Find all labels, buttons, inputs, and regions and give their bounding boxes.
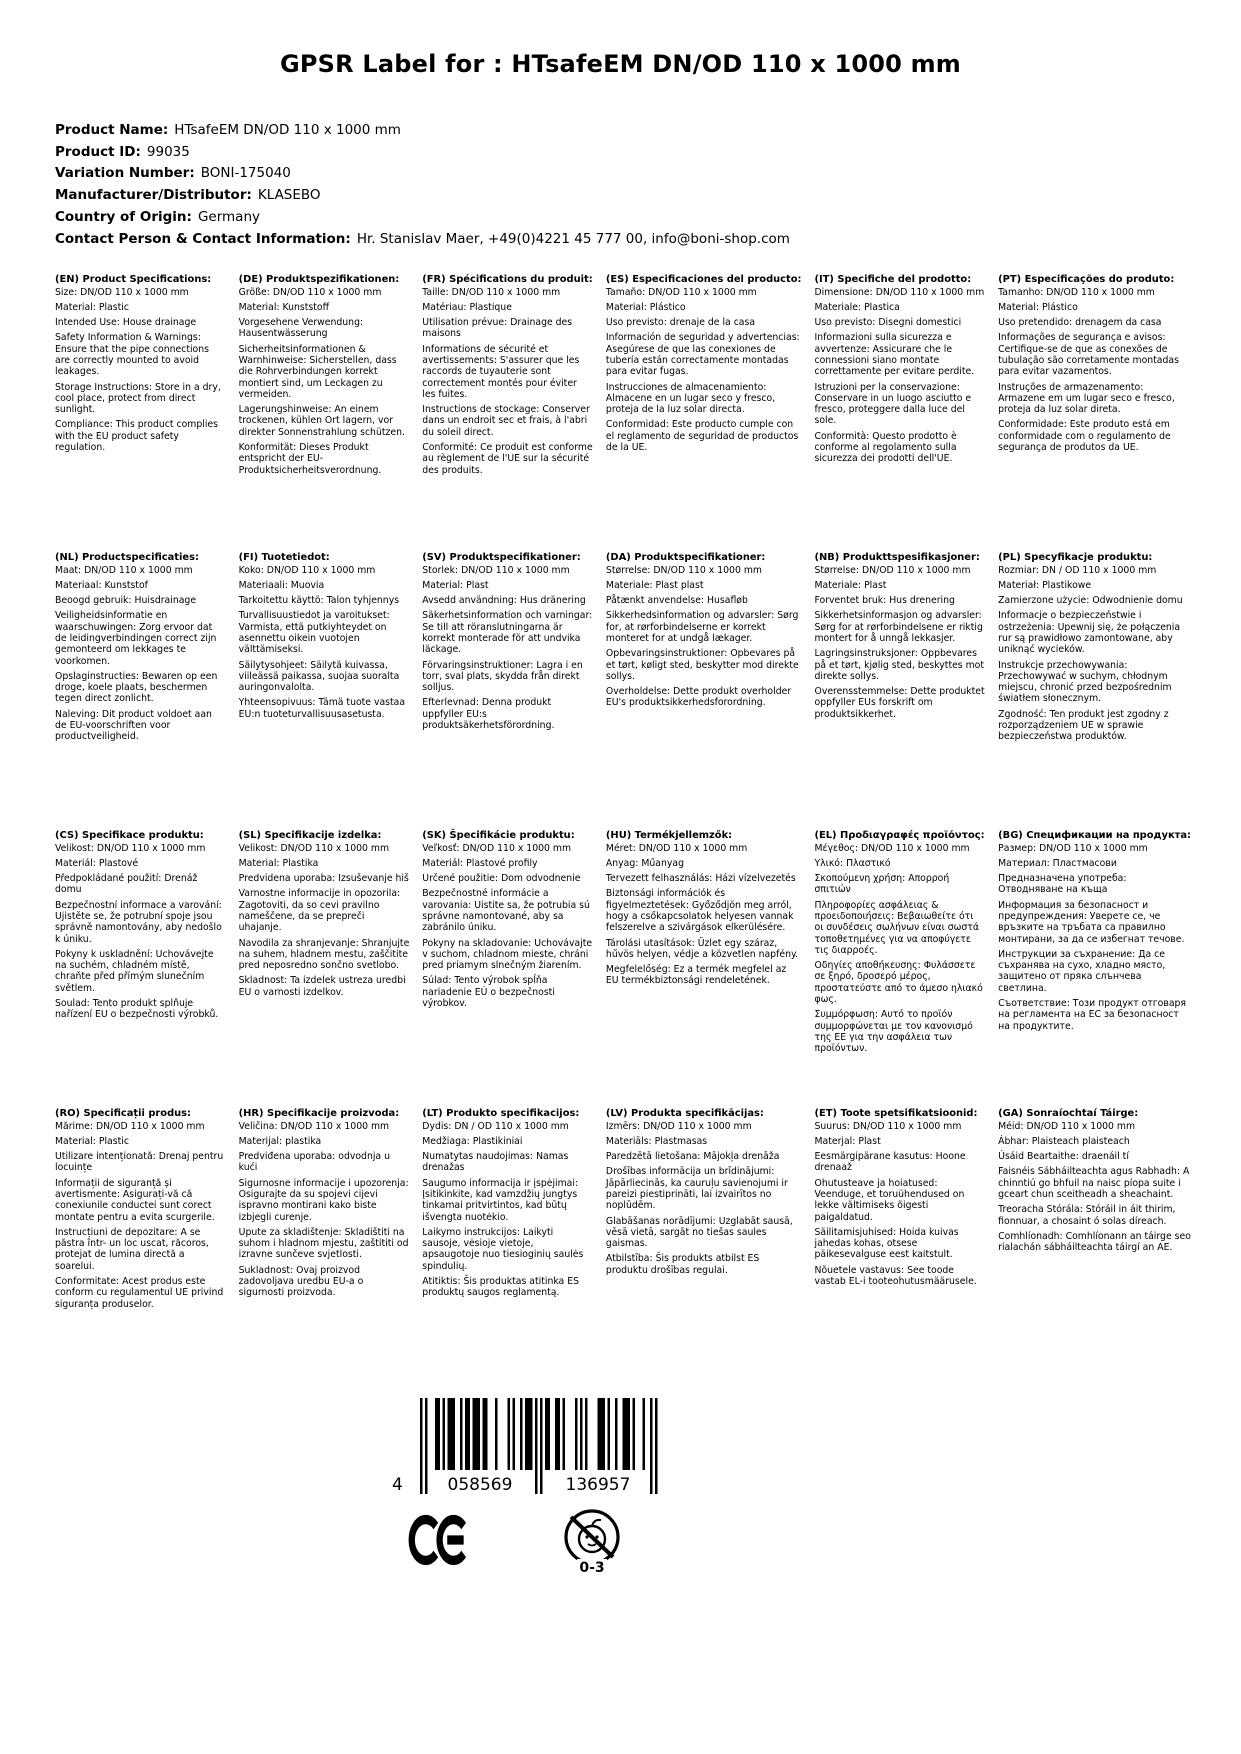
spec-paragraph: Faisnéis Sábháilteachta agus Rabhadh: A chinntiú go bhfuil na naisc píopa suite i gceart chun sceitheadh a sheachaint. [998, 1166, 1190, 1200]
product-name-label: Product Name: [55, 122, 169, 138]
spec-block-heading: (GA) Sonraíochtaí Táirge: [998, 1108, 1139, 1120]
spec-paragraph: Matériau: Plastique [422, 301, 512, 313]
spec-paragraph: Utilizare intenționată: Drenaj pentru locuințe [55, 1151, 224, 1174]
spec-paragraph: Materijal: plastika [238, 1135, 322, 1147]
spec-paragraph: Méret: DN/OD 110 x 1000 mm [605, 842, 748, 854]
spec-paragraph: Safety Information & Warnings: Ensure that the pipe connections are correctly mounted to avoid leakages. [55, 332, 209, 378]
spec-block-heading: (LT) Produkto specifikacijos: [422, 1108, 580, 1120]
spec-paragraph: Förvaringsinstruktioner: Lagra i en torr, sval plats, skydda från direkt solljus. [422, 659, 583, 694]
spec-paragraph: Určené použitie: Dom odvodnenie [422, 873, 581, 885]
spec-block-body [239, 1121, 410, 1299]
spec-block-body [998, 843, 1191, 1032]
spec-paragraph: Material: Plástico [605, 301, 686, 313]
spec-paragraph: Compliance: This product complies with the EU product safety regulation. [55, 419, 218, 454]
spec-paragraph: Material: Kunststoff [238, 301, 329, 313]
spec-paragraph: Forventet bruk: Hus drenering [814, 595, 955, 607]
spec-block-body [239, 287, 410, 476]
spec-paragraph: Οδηγίες αποθήκευσης: Φυλάσσετε σε ξηρό, δροσερό μέρος, προστατεύστε από το άμεσο ηλιακό φως. [814, 960, 983, 1006]
spec-block-body [55, 287, 226, 454]
spec-paragraph: Veľkosť: DN/OD 110 x 1000 mm [422, 842, 572, 854]
spec-paragraph: Saugumo informacija ir įspėjimai: Įsitikinkite, kad vamzdžių jungtys tinkamai pritvirtintos, kad būtų išvengta nuotėkio. [422, 1177, 579, 1223]
spec-paragraph: Opslaginstructies: Bewaren op een droge, koele plaats, beschermen tegen direct zonlicht. [55, 670, 218, 705]
spec-paragraph: Uso pretendido: drenagem da casa [998, 317, 1162, 329]
spec-paragraph: Beoogd gebruik: Huisdrainage [55, 595, 197, 607]
spec-paragraph: Numatytas naudojimas: Namas drenažas [422, 1151, 569, 1174]
spec-paragraph: Materiaali: Muovia [238, 579, 325, 591]
spec-block [998, 1108, 1191, 1386]
spec-paragraph: Conformidade: Este produto está em conformidade com o regulamento de segurança de produtos da UE. [998, 419, 1171, 454]
spec-block-heading: (CS) Specifikace produktu: [55, 830, 204, 842]
spec-block [606, 1108, 802, 1386]
contact-line [55, 229, 1241, 251]
spec-paragraph: Υλικό: Πλαστικό [814, 857, 891, 869]
spec-paragraph: Efterlevnad: Denna produkt uppfyller EU:s produktsäkerhetsförordning. [422, 697, 555, 732]
spec-block-body [55, 843, 226, 1021]
spec-paragraph: Méid: DN/OD 110 x 1000 mm [998, 1120, 1136, 1132]
spec-block [239, 830, 410, 1108]
spec-paragraph: Información de seguridad y advertencias: Asegúrese de que las conexiones de tubería están correctamente montadas para evitar fugas. [605, 332, 800, 378]
spec-paragraph: Tamaño: DN/OD 110 x 1000 mm [605, 286, 757, 298]
spec-paragraph: Uso previsto: Disegni domestici [814, 317, 962, 329]
spec-paragraph: Navodila za shranjevanje: Shranjujte na suhem, hladnem mestu, zaščitite pred neposredno sončno svetlobo. [238, 937, 410, 972]
spec-paragraph: Materiale: Plastica [814, 301, 900, 313]
spec-paragraph: Predviđena uporaba: odvodnja u kući [238, 1151, 390, 1174]
spec-block [998, 274, 1191, 552]
country-of-origin-value: Germany [197, 208, 260, 225]
product-name-line [55, 120, 1241, 142]
spec-paragraph: Materiaal: Kunststof [55, 579, 148, 591]
spec-paragraph: Velikost: DN/OD 110 x 1000 mm [55, 842, 206, 854]
spec-block-body [606, 565, 802, 709]
spec-block-heading: (ET) Toote spetsifikatsioonid: [814, 1108, 978, 1120]
product-id-value: 99035 [146, 143, 190, 160]
spec-paragraph: Materiál: Plastové profily [422, 857, 538, 869]
spec-paragraph: Größe: DN/OD 110 x 1000 mm [238, 286, 382, 298]
spec-paragraph: Sigurnosne informacije i upozorenja: Osigurajte da su spojevi cijevi ispravno montirani kako biste izbjegli curenje. [238, 1177, 409, 1223]
spec-paragraph: Ábhar: Plaisteach plaisteach [998, 1135, 1130, 1147]
spec-paragraph: Материал: Пластмасови [998, 857, 1117, 869]
spec-paragraph: Rozmiar: DN / OD 110 x 1000 mm [998, 564, 1157, 576]
spec-block [606, 830, 802, 1108]
spec-block [606, 274, 802, 552]
spec-block-heading: (SL) Specifikacije izdelka: [238, 830, 382, 842]
spec-paragraph: Instrukcje przechowywania: Przechowywać w suchym, chłodnym miejscu, chronić przed bezpośrednim światłem słonecznym. [998, 659, 1172, 705]
spec-paragraph: Conformité: Ce produit est conforme au règlement de l'UE sur la sécurité des produits. [422, 442, 593, 476]
spec-block-body [422, 287, 593, 476]
spec-block [422, 274, 593, 552]
spec-paragraph: Tarkoitettu käyttö: Talon tyhjennys [238, 595, 400, 607]
spec-paragraph: Upute za skladištenje: Skladištiti na suhom i hladnom mjestu, zaštititi od izravne sunčeve svjetlosti. [238, 1226, 409, 1261]
spec-paragraph: Turvallisuustiedot ja varoitukset: Varmista, että putkiyhteydet on asennettu oikein vuotojen välttämiseksi. [238, 610, 390, 656]
product-id-label: Product ID: [55, 143, 141, 160]
spec-paragraph: Material: Plástico [998, 301, 1078, 313]
spec-paragraph: Sicherheitsinformationen & Warnhinweise: Sicherstellen, dass die Rohrverbindungen korrekt montiert sind, um Leckagen zu vermeiden. [238, 343, 397, 400]
spec-block-body [239, 565, 410, 721]
spec-block-body [606, 287, 802, 454]
spec-block [239, 1108, 410, 1386]
spec-paragraph: Σκοπούμενη χρήση: Απορροή σπιτιών [814, 873, 950, 896]
product-info [55, 120, 1241, 250]
spec-paragraph: Materiāls: Plastmasas [605, 1135, 708, 1147]
spec-paragraph: Sukladnost: Ovaj proizvod zadovoljava uredbu EU-a o sigurnosti proizvoda. [238, 1264, 364, 1299]
spec-block-heading: (EN) Product Specifications: [55, 274, 212, 286]
spec-block-heading: (FI) Tuotetiedot: [238, 552, 330, 564]
spec-paragraph: Tervezett felhasználás: Házi vízelvezetés [605, 873, 796, 885]
spec-paragraph: Conformitate: Acest produs este conform cu regulamentul UE privind siguranța produselor. [55, 1276, 224, 1310]
spec-paragraph: Sikkerhetsinformasjon og advarsler: Sørg for at rørforbindelsene er riktig montert for å unngå lekkasjer. [814, 610, 983, 644]
contact-value: Hr. Stanislav Maer, +49(0)4221 45 777 00, info@boni-shop.com [356, 230, 790, 247]
spec-paragraph: Veiligheidsinformatie en waarschuwingen: Zorg ervoor dat de leidingverbindingen correct zijn gemonteerd om lekkages te voorkomen. [55, 610, 217, 667]
spec-paragraph: Vorgesehene Verwendung: Hausentwässerung [238, 317, 364, 340]
spec-paragraph: Předpokládané použití: Drenáž domu [55, 873, 198, 896]
spec-paragraph: Dimensione: DN/OD 110 x 1000 mm [814, 286, 985, 298]
variation-number-line [55, 163, 1241, 185]
spec-paragraph: Информация за безопасност и предупреждения: Уверете се, че връзките на тръбата са правилно монтирани, за да се избегнат течове. [998, 899, 1185, 945]
ce-mark-icon [408, 1514, 470, 1566]
spec-paragraph: Säkerhetsinformation och varningar: Se till att röranslutningarna är korrekt monterade för att undvika läckage. [422, 610, 593, 656]
spec-block-body [815, 287, 986, 465]
spec-block-heading: (IT) Specifiche del prodotto: [814, 274, 972, 286]
spec-paragraph: Avsedd användning: Hus dränering [422, 595, 586, 607]
spec-paragraph: Material: Plastika [238, 857, 319, 869]
spec-paragraph: Overensstemmelse: Dette produktet oppfyller EUs forskrift om produktsikkerhet. [814, 686, 985, 720]
spec-block-body [998, 565, 1191, 743]
spec-paragraph: Storlek: DN/OD 110 x 1000 mm [422, 564, 570, 576]
spec-paragraph: Съответствие: Този продукт отговаря на регламента на ЕС за безопасност на продуктите. [998, 998, 1187, 1032]
spec-paragraph: Pokyny na skladovanie: Uchovávajte v suchom, chladnom mieste, chráni pred priamym slnečným žiarením. [422, 937, 593, 972]
spec-paragraph: Maat: DN/OD 110 x 1000 mm [55, 564, 193, 576]
barcode [390, 1398, 690, 1498]
country-of-origin-label: Country of Origin: [55, 208, 192, 225]
spec-block-body [815, 1121, 986, 1288]
spec-paragraph: Размер: DN/OD 110 x 1000 mm [998, 842, 1148, 854]
spec-block-body [998, 287, 1191, 454]
spec-paragraph: Utilisation prévue: Drainage des maisons [422, 317, 573, 340]
spec-paragraph: Ohutusteave ja hoiatused: Veenduge, et toruühendused on lekke vältimiseks õigesti paigaldatud. [814, 1177, 965, 1223]
spec-block-body [422, 1121, 593, 1299]
spec-block-heading: (DE) Produktspezifikationen: [238, 274, 400, 286]
spec-paragraph: Anyag: Műanyag [605, 857, 684, 869]
spec-paragraph: Instrucciones de almacenamiento: Almacene en un lugar seco y fresco, proteja de la luz solar directa. [605, 381, 776, 416]
manufacturer-value: KLASEBO [257, 187, 321, 204]
spec-block-heading: (HR) Specifikacije proizvoda: [238, 1108, 400, 1120]
spec-paragraph: Mărime: DN/OD 110 x 1000 mm [55, 1120, 205, 1132]
spec-block-heading: (SK) Špecifikácie produktu: [422, 830, 575, 842]
spec-paragraph: Eesmärgipärane kasutus: Hoone drenaaž [814, 1151, 966, 1174]
page-title: GPSR Label for : HTsafeEM DN/OD 110 x 1000 mm [279, 50, 962, 78]
spec-block-heading: (EL) Προδιαγραφές προϊόντος: [814, 830, 985, 842]
marks-row [390, 1514, 690, 1582]
spec-paragraph: Drošības informācija un brīdinājumi: Jāpārliecinās, ka cauruļu savienojumi ir pareizi piestiprināti, lai izvairītos no noplūdēm. [605, 1166, 788, 1212]
spec-block [55, 1108, 226, 1386]
manufacturer-label: Manufacturer/Distributor: [55, 187, 252, 204]
spec-paragraph: Størrelse: DN/OD 110 x 1000 mm [814, 564, 971, 576]
spec-paragraph: Glabāšanas norādījumi: Uzglabāt sausā, vēsā vietā, sargāt no tiešas saules gaismas. [605, 1215, 793, 1250]
spec-paragraph: Uso previsto: drenaje de la casa [605, 317, 756, 329]
spec-paragraph: Medžiaga: Plastikiniai [422, 1135, 523, 1147]
spec-paragraph: Material: Plastic [55, 1135, 129, 1147]
spec-paragraph: Tamanho: DN/OD 110 x 1000 mm [998, 286, 1155, 298]
spec-block-body [55, 1121, 226, 1310]
spec-block-heading: (NL) Productspecificaties: [55, 552, 199, 564]
spec-paragraph: Storage Instructions: Store in a dry, cool place, protect from direct sunlight. [55, 381, 221, 416]
spec-paragraph: Opbevaringsinstruktioner: Opbevares på et tørt, køligt sted, beskytter mod direkte sollys. [605, 648, 799, 682]
spec-paragraph: Materiale: Plast [814, 579, 887, 591]
spec-paragraph: Soulad: Tento produkt splňuje nařízení EU o bezpečnosti výrobků. [55, 998, 219, 1021]
spec-paragraph: Comhlíonadh: Comhlíonann an táirge seo rialachán sábháilteachta táirgí an AE. [998, 1230, 1191, 1254]
spec-paragraph: Treoracha Stórála: Stóráil in áit thirim, fionnuar, a chosaint ó solas díreach. [998, 1204, 1176, 1227]
spec-block-body [998, 1121, 1191, 1254]
barcode-group1: 058569 [428, 1475, 532, 1495]
spec-block [422, 1108, 593, 1386]
barcode-lead-digit: 4 [392, 1475, 403, 1496]
spec-block-body [239, 843, 410, 999]
spec-paragraph: Säilytysohjeet: Säilytä kuivassa, viileässä paikassa, suojaa suoralta auringonvalolta. [238, 659, 400, 694]
spec-paragraph: Μέγεθος: DN/OD 110 x 1000 mm [814, 842, 970, 854]
spec-block-heading: (ES) Especificaciones del producto: [605, 274, 802, 286]
spec-paragraph: Lagerungshinweise: An einem trockenen, kühlen Ort lagern, vor direkter Sonnenstrahlung schützen. [238, 404, 405, 438]
spec-paragraph: Yhteensopivuus: Tämä tuote vastaa EU:n tuoteturvallisuusasetusta. [238, 697, 406, 720]
spec-paragraph: Informations de sécurité et avertissements: S'assurer que les raccords de tuyauterie sont correctement montés pour éviter les fuites. [422, 343, 580, 400]
spec-paragraph: Materjal: Plast [814, 1135, 881, 1147]
product-name-value: HTsafeEM DN/OD 110 x 1000 mm [174, 122, 401, 138]
spec-paragraph: Sikkerhedsinformation og advarsler: Sørg for, at rørforbindelserne er korrekt monteret for at undgå lækager. [605, 610, 799, 644]
spec-paragraph: Påtænkt anvendelse: Husafløb [605, 595, 748, 607]
spec-paragraph: Instruções de armazenamento: Armazene em um lugar seco e fresco, proteja da luz solar direta. [998, 381, 1175, 416]
spec-paragraph: Atbilstība: Šis produkts atbilst ES produktu drošības regulai. [605, 1253, 760, 1276]
spec-paragraph: Atitiktis: Šis produktas atitinka ES produktų saugos reglamentą. [422, 1276, 579, 1299]
spec-block-heading: (DA) Produktspecifikationer: [605, 552, 766, 564]
spec-block-heading: (NB) Produkttspesifikasjoner: [814, 552, 980, 564]
spec-block-heading: (FR) Spécifications du produit: [422, 274, 593, 286]
spec-paragraph: Предназначена употреба: Отводняване на къща [998, 873, 1127, 896]
spec-paragraph: Overholdelse: Dette produkt overholder EU's produktsikkerhedsforordning. [605, 686, 792, 709]
spec-block [239, 274, 410, 552]
spec-paragraph: Taille: DN/OD 110 x 1000 mm [422, 286, 561, 298]
spec-block-body [815, 843, 986, 1055]
spec-paragraph: Säilitamisjuhised: Hoida kuivas jahedas kohas, otsese päikesevalguse eest kaitstult. [814, 1226, 959, 1261]
spec-block [815, 552, 986, 830]
variation-number-label: Variation Number: [55, 165, 195, 182]
spec-paragraph: Zgodność: Ten produkt jest zgodny z rozporządzeniem UE w sprawie bezpieczeństwa produktów. [998, 708, 1169, 743]
spec-paragraph: Suurus: DN/OD 110 x 1000 mm [814, 1120, 962, 1132]
spec-block-body [606, 843, 802, 987]
variation-number-value: BONI-175040 [200, 165, 291, 182]
spec-block [815, 274, 986, 552]
spec-paragraph: Velikost: DN/OD 110 x 1000 mm [238, 842, 390, 854]
spec-paragraph: Paredzētā lietošana: Mājokļa drenāža [605, 1151, 780, 1163]
country-of-origin-line [55, 207, 1241, 229]
spec-paragraph: Súlad: Tento výrobok spĺňa nariadenie EÚ o bezpečnosti výrobkov. [422, 975, 555, 1010]
spec-paragraph: Инструкции за съхранение: Да се съхранява на сухо, хладно място, защитено от пряка слънчева светлина. [998, 948, 1166, 994]
spec-paragraph: Nõuetele vastavus: See toode vastab EL-i tooteohutusmäärusele. [814, 1264, 977, 1288]
spec-paragraph: Instrucțiuni de depozitare: A se păstra într- un loc uscat, răcoros, protejat de lumina directă a soarelui. [55, 1226, 209, 1272]
spec-paragraph: Informazioni sulla sicurezza e avvertenze: Assicurare che le connessioni siano montate correttamente per evitare perdite. [814, 332, 975, 378]
spec-paragraph: Laikymo instrukcijos: Laikyti sausoje, vėsioje vietoje, apsaugotoje nuo tiesioginių saulės spindulių. [422, 1226, 584, 1272]
spec-paragraph: Izmērs: DN/OD 110 x 1000 mm [605, 1120, 752, 1132]
spec-paragraph: Dydis: DN / OD 110 x 1000 mm [422, 1120, 569, 1132]
age-warning-0-3-icon [556, 1506, 628, 1582]
spec-paragraph: Informacje o bezpieczeństwie i ostrzeżenia: Upewnij się, że połączenia rur są prawidłowo zamontowane, aby uniknąć wycieków. [998, 610, 1181, 656]
spec-paragraph: Materiál: Plastové [55, 857, 139, 869]
spec-paragraph: Materiał: Plastikowe [998, 579, 1092, 591]
spec-paragraph: Størrelse: DN/OD 110 x 1000 mm [605, 564, 762, 576]
spec-block-body [422, 565, 593, 732]
spec-block [815, 830, 986, 1108]
spec-paragraph: Materiale: Plast plast [605, 579, 704, 591]
spec-block-heading: (PL) Specyfikacje produktu: [998, 552, 1153, 564]
spec-block [998, 552, 1191, 830]
spec-block [606, 552, 802, 830]
spec-block [422, 830, 593, 1108]
spec-block [998, 830, 1191, 1108]
spec-paragraph: Naleving: Dit product voldoet aan de EU-voorschriften voor productveiligheid. [55, 708, 212, 743]
spec-paragraph: Πληροφορίες ασφάλειας & προειδοποιήσεις: Βεβαιωθείτε ότι οι συνδέσεις σωλήνων είναι σωστά τοποθετημένες για να αποφύγετε τις διαρροές. [814, 899, 980, 956]
spec-paragraph: Instructions de stockage: Conserver dans un endroit sec et frais, à l'abri du soleil direct. [422, 404, 590, 438]
spec-paragraph: Istruzioni per la conservazione: Conservare in un luogo asciutto e fresco, proteggere dalla luce del sole. [814, 381, 972, 427]
spec-block-heading: (SV) Produktspecifikationer: [422, 552, 581, 564]
spec-block-heading: (PT) Especificações do produto: [998, 274, 1175, 286]
spec-block-heading: (BG) Спецификации на продукта: [998, 830, 1191, 842]
spec-block-body [606, 1121, 802, 1277]
spec-paragraph: Konformität: Dieses Produkt entspricht der EU-Produktsicherheitsverordnung. [238, 442, 382, 476]
spec-block-heading: (LV) Produkta specifikācijas: [605, 1108, 764, 1120]
spec-paragraph: Informações de segurança e avisos: Certifique-se de que as conexões de tubulação são corretamente montadas para evitar vazamentos. [998, 332, 1179, 378]
spec-block [55, 830, 226, 1108]
spec-paragraph: Bezpečnostní informace a varování: Ujistěte se, že potrubní spoje jsou správně namontovány, aby nedošlo k úniku. [55, 899, 222, 945]
spec-paragraph: Megfelelőség: Ez a termék megfelel az EU termékbiztonsági rendeletének. [605, 964, 787, 987]
spec-paragraph: Informații de siguranță și avertismente: Asigurați-vă că conexiunile conductei sunt corect montate pentru a evita scurgerile. [55, 1177, 215, 1223]
spec-block-heading: (RO) Specificații produs: [55, 1108, 191, 1120]
bottom-section [390, 1398, 690, 1582]
spec-block-heading: (HU) Termékjellemzők: [605, 830, 733, 842]
spec-block [815, 1108, 986, 1386]
spec-paragraph: Koko: DN/OD 110 x 1000 mm [238, 564, 376, 576]
spec-paragraph: Conformità: Questo prodotto è conforme al regolamento sulla sicurezza dei prodotti dell'UE. [814, 430, 957, 465]
spec-paragraph: Predvidena uporaba: Izsuševanje hiš [238, 873, 409, 885]
spec-block-body [55, 565, 226, 743]
spec-paragraph: Veličina: DN/OD 110 x 1000 mm [238, 1120, 390, 1132]
spec-paragraph: Conformidad: Este producto cumple con el reglamento de seguridad de productos de la UE. [605, 419, 799, 454]
spec-paragraph: Lagringsinstruksjoner: Oppbevares på et tørt, kjølig sted, beskyttes mot direkte sollys. [814, 648, 985, 682]
age-warning-label: 0-3 [579, 1560, 605, 1577]
spec-block-body [815, 565, 986, 721]
spec-paragraph: Material: Plastic [55, 301, 129, 313]
spec-paragraph: Varnostne informacije in opozorila: Zagotoviti, da so cevi pravilno nameščene, da se prepreči uhajanje. [238, 888, 401, 934]
spec-paragraph: Size: DN/OD 110 x 1000 mm [55, 286, 189, 298]
spec-paragraph: Intended Use: House drainage [55, 317, 197, 329]
spec-grid [55, 274, 1191, 1386]
product-id-line [55, 142, 1241, 164]
spec-paragraph: Tárolási utasítások: Üzlet egy száraz, hűvös helyen, védje a közvetlen napfény. [605, 937, 799, 960]
spec-paragraph: Συμμόρφωση: Αυτό το προϊόν συμμορφώνεται με τον κανονισμό της ΕΕ για την ασφάλεια των προϊόντων. [814, 1009, 973, 1055]
spec-paragraph: Material: Plast [422, 579, 489, 591]
manufacturer-line [55, 185, 1241, 207]
spec-block-body [422, 843, 593, 1010]
spec-paragraph: Zamierzone użycie: Odwodnienie domu [998, 595, 1183, 607]
spec-block [422, 552, 593, 830]
spec-paragraph: Bezpečnostné informácie a varovania: Uistite sa, že potrubia sú správne namontované, aby sa zabránilo úniku. [422, 888, 590, 934]
spec-paragraph: Skladnost: Ta izdelek ustreza uredbi EU o varnosti izdelkov. [238, 975, 406, 998]
barcode-group2: 136957 [546, 1475, 650, 1495]
spec-block [55, 552, 226, 830]
spec-paragraph: Úsáid Beartaithe: draenáil tí [998, 1151, 1129, 1163]
spec-paragraph: Pokyny k uskladnění: Uchovávejte na suchém, chladném místě, chraňte před přímým slunečním světlem. [55, 948, 214, 994]
spec-block [55, 274, 226, 552]
spec-block [239, 552, 410, 830]
contact-label: Contact Person & Contact Information: [55, 230, 351, 247]
spec-paragraph: Biztonsági információk és figyelmeztetések: Győződjön meg arról, hogy a csőkapcsolatok helyesen vannak felszerelve a szivárgások elkerülésére. [605, 888, 794, 934]
